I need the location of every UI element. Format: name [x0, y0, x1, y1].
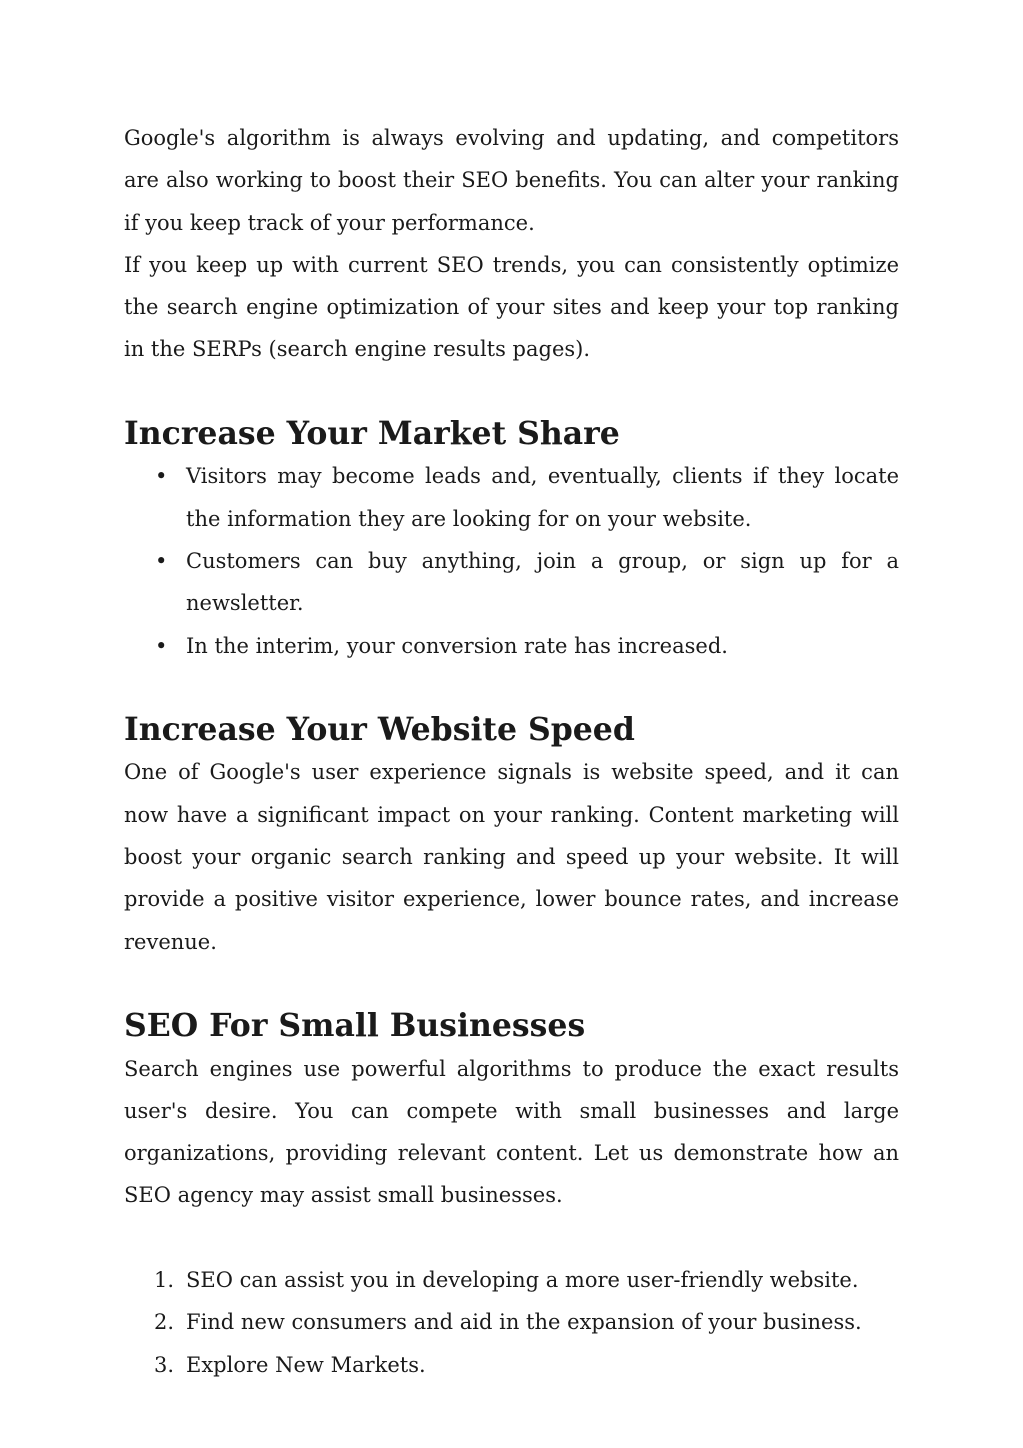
list-item-text: SEO can assist you in developing a more user-friendly website. [186, 1268, 859, 1293]
market-share-heading: Increase Your Market Share [124, 415, 620, 453]
small-business-heading: SEO For Small Businesses [124, 1007, 586, 1045]
spacer [124, 667, 899, 709]
spacer [124, 1217, 899, 1259]
small-business-paragraph: Search engines use powerful algorithms to produce the exact results user's desire. You can compete with small businesses and large organizations, providing relevant content. Let us demonstrate how an SEO agency may assist small businesses. [124, 1056, 899, 1208]
list-item [124, 1301, 899, 1343]
list-number: 3. [154, 1352, 175, 1377]
bullet-icon: • [155, 548, 168, 573]
bullet-icon: • [155, 464, 168, 489]
website-speed-paragraph: One of Google's user experience signals is website speed, and it can now have a significant impact on your ranking. Content marketing will boost your organic search ranking and speed up your website. It will provide a positive visitor experience, lower bounce rates, and increase revenue. [124, 760, 899, 954]
list-item [124, 455, 899, 540]
small-business-list [124, 1259, 899, 1386]
spacer [124, 371, 899, 413]
list-number: 2. [154, 1310, 175, 1335]
list-item-text: Visitors may become leads and, eventually, clients if they locate the information they are looking for on your website. [186, 464, 899, 531]
market-share-list [124, 455, 899, 666]
list-item-text: In the interim, your conversion rate has increased. [186, 633, 728, 658]
list-item [124, 625, 899, 667]
document-page [124, 117, 899, 1386]
list-item-text: Find new consumers and aid in the expansion of your business. [186, 1310, 862, 1335]
intro-paragraph-2: If you keep up with current SEO trends, you can consistently optimize the search engine optimization of your sites and keep your top ranking in the SERPs (search engine results pages). [124, 252, 899, 362]
bullet-icon: • [155, 633, 168, 658]
spacer [124, 963, 899, 1005]
list-number: 1. [154, 1268, 175, 1293]
list-item-text: Customers can buy anything, join a group, or sign up for a newsletter. [186, 548, 899, 616]
intro-paragraph-1: Google's algorithm is always evolving and updating, and competitors are also working to boost their SEO benefits. You can alter your ranking if you keep track of your performance. [124, 126, 899, 235]
website-speed-heading: Increase Your Website Speed [124, 711, 635, 749]
list-item [124, 540, 899, 625]
list-item [124, 1259, 899, 1301]
list-item [124, 1344, 899, 1386]
list-item-text: Explore New Markets. [186, 1352, 426, 1377]
